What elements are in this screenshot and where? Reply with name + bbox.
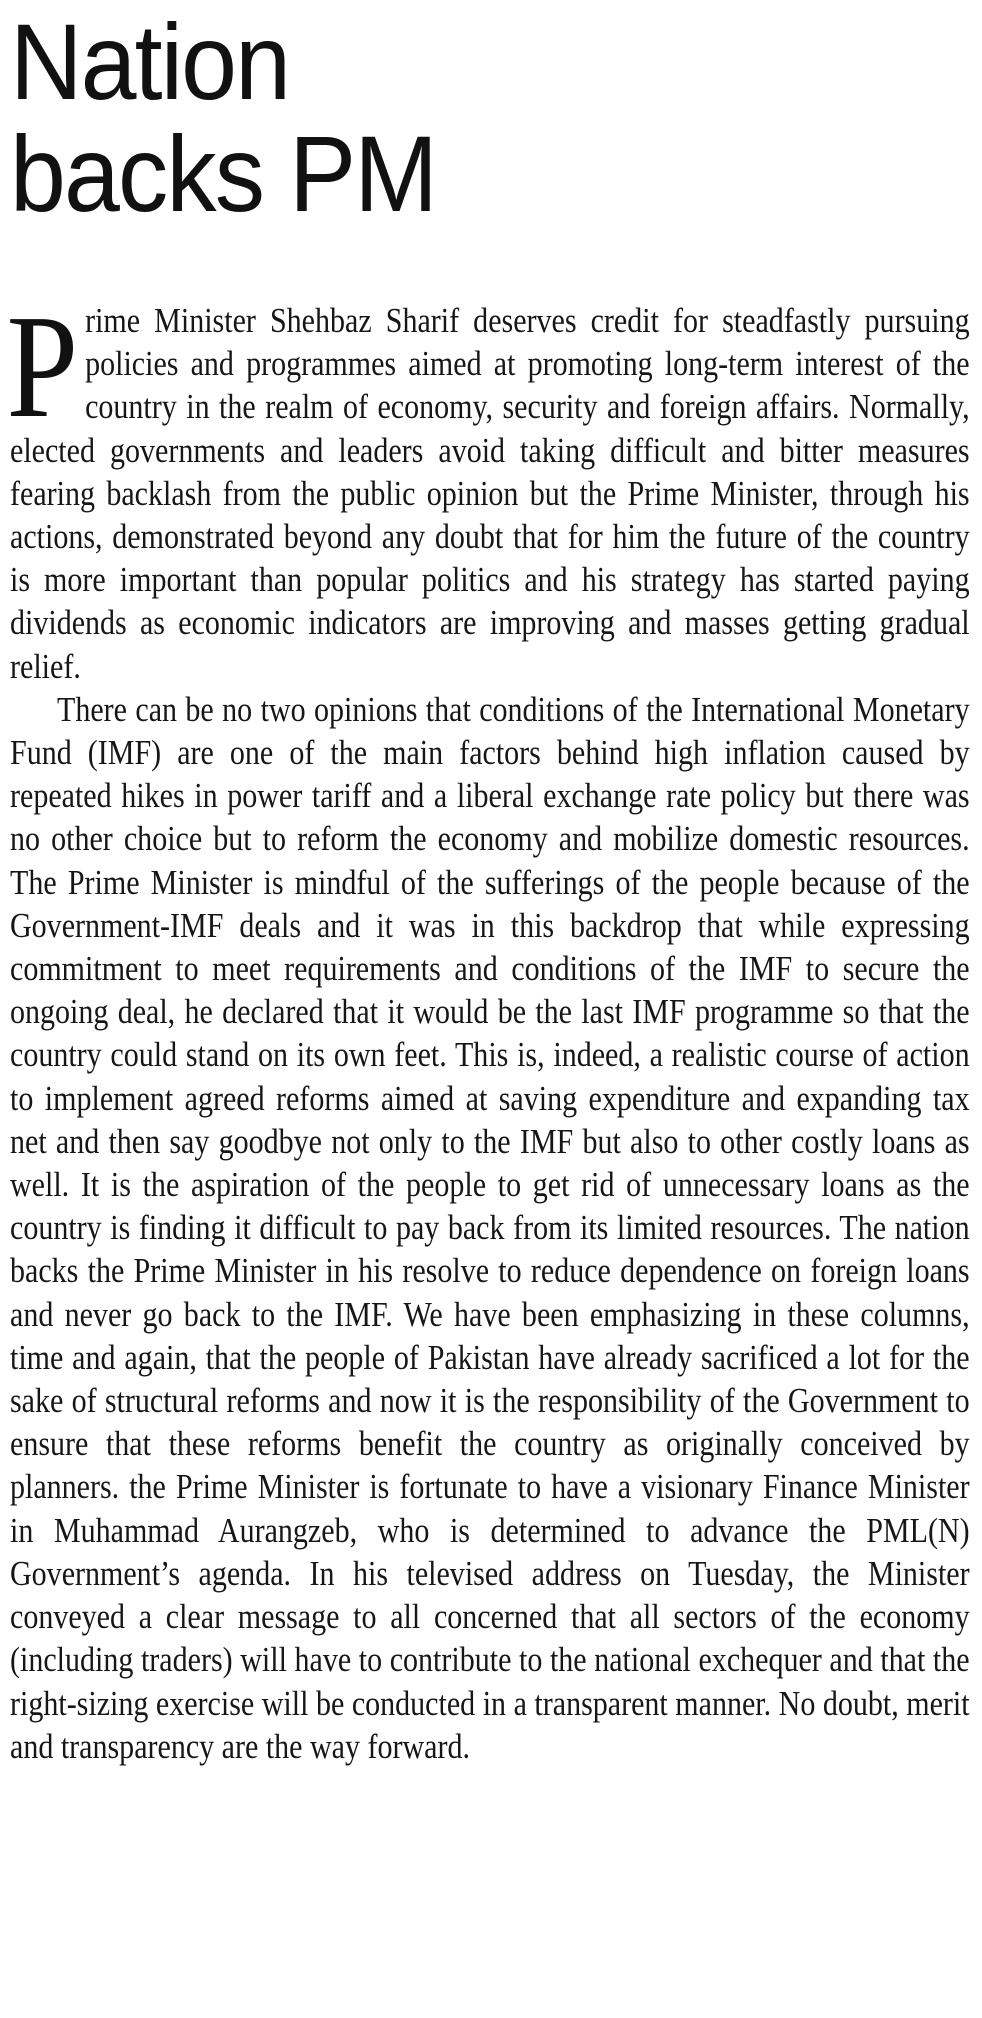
- paragraph-2: There can be no two opinions that conditions of the International Monetary Fund (IMF) are one of the main factors behind high inflation caused by repeated hikes in power tariff and a liberal exchange rate policy but there was no other choice but to reform the economy and mobilize domestic resources. The Prime Minister is mindful of the sufferings of the people because of the Government-IMF deals and it was in this backdrop that while expressing commitment to meet requirements and conditions of the IMF to secure the ongoing deal, he declared that it would be the last IMF programme so that the country could stand on its own feet. This is, indeed, a realistic course of action to implement agreed reforms aimed at saving expenditure and expanding tax net and then say goodbye not only to the IMF but also to other costly loans as well. It is the aspiration of the people to get rid of unnecessary loans as the country is finding it difficult to pay back from its limited resources. The nation backs the Prime Minister in his resolve to reduce dependence on foreign loans and never go back to the IMF. We have been emphasizing in these columns, time and again, that the people of Pakistan have already sacrificed a lot for the sake of structural reforms and now it is the responsibility of the Government to ensure that these reforms benefit the country as originally conceived by planners. the Prime Minister is fortunate to have a visionary Finance Minister in Muhammad Aurangzeb, who is determined to advance the PML(N) Government’s agenda. In his televised address on Tuesday, the Minister conveyed a clear message to all concerned that all sectors of the economy (including traders) will have to contribute to the national exchequer and that the right-sizing exercise will be conducted in a transparent manner. No doubt, merit and transparency are the way forward.: [10, 690, 970, 1766]
- paragraph-1: [6, 285, 970, 689]
- drop-cap: P: [6, 285, 79, 449]
- headline: [10, 1, 903, 234]
- editorial-article: [6, 0, 970, 1766]
- article-body: [6, 285, 970, 1769]
- headline-line-1: Nation: [10, 1, 290, 122]
- paragraph-1-text: rime Minister Shehbaz Sharif deserves credit for steadfastly pursuing policies and programmes aimed at promoting long-term interest of the country in the realm of economy, security and foreign affairs. Normally, elected governments and leaders avoid taking difficult and bitter measures fearing backlash from the public opinion but the Prime Minister, through his actions, demonstrated beyond any doubt that for him the future of the country is more important than popular politics and his strategy has started paying dividends as economic indicators are improving and masses getting gradual relief.: [10, 302, 970, 686]
- headline-line-2: backs PM: [10, 113, 437, 234]
